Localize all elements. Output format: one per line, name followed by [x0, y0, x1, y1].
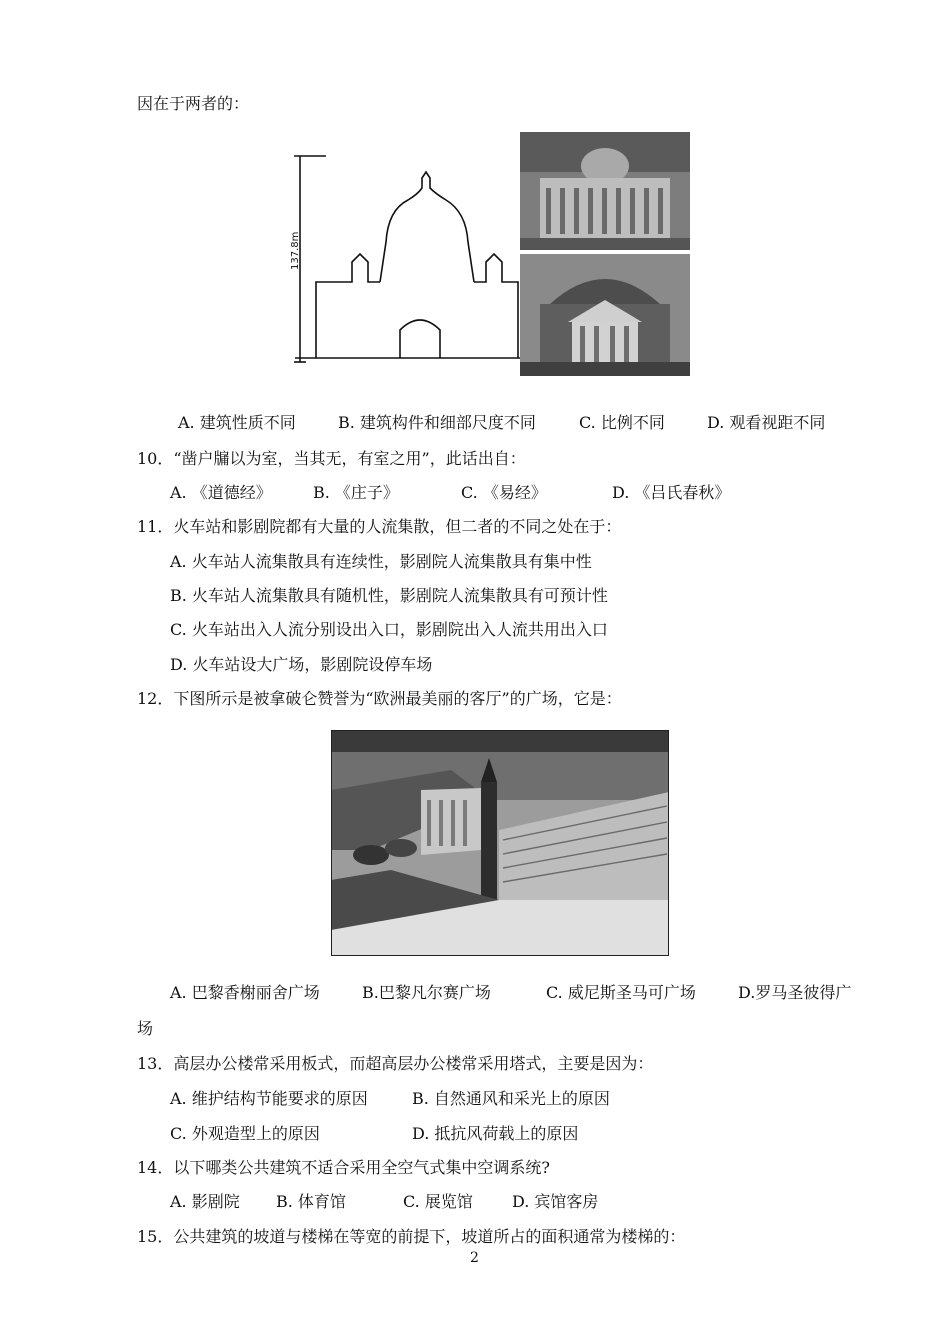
q14-option-a: A. 影剧院	[170, 1192, 240, 1211]
q9-option-a: A. 建筑性质不同	[178, 413, 296, 432]
q12-option-d: D.罗马圣彼得广	[738, 983, 852, 1002]
q12-option-c: C. 威尼斯圣马可广场	[546, 983, 696, 1002]
figure-building-comparison	[290, 132, 692, 378]
q14-stem: 14．以下哪类公共建筑不适合采用全空气式集中空调系统?	[137, 1158, 550, 1177]
q12-option-d-wrap: 场	[137, 1019, 154, 1038]
q10-option-a: A. 《道德经》	[170, 483, 272, 502]
q13-option-b: B. 自然通风和采光上的原因	[412, 1089, 610, 1108]
elevation-sketch	[294, 156, 520, 362]
q12-option-b: B.巴黎凡尔赛广场	[362, 983, 491, 1002]
q10-stem: 10．“凿户牖以为室，当其无，有室之用”，此话出自：	[137, 449, 526, 468]
q11-stem: 11．火车站和影剧院都有大量的人流集散，但二者的不同之处在于：	[137, 517, 622, 536]
q9-option-b: B. 建筑构件和细部尺度不同	[338, 413, 536, 432]
figure-aerial-square	[331, 730, 669, 956]
q12-stem: 12．下图所示是被拿破仑赞誉为“欧洲最美丽的客厅”的广场，它是：	[137, 689, 622, 708]
q12-option-a: A. 巴黎香榭丽舍广场	[170, 983, 320, 1002]
q11-option-a: A. 火车站人流集散具有连续性，影剧院人流集散具有集中性	[170, 552, 592, 571]
q11-option-d: D. 火车站设大广场，影剧院设停车场	[170, 655, 433, 674]
q13-option-c: C. 外观造型上的原因	[170, 1124, 320, 1143]
q15-stem: 15．公共建筑的坡道与楼梯在等宽的前提下，坡道所占的面积通常为楼梯的：	[137, 1227, 686, 1246]
q11-option-b: B. 火车站人流集散具有随机性，影剧院人流集散具有可预计性	[170, 586, 608, 605]
q13-option-a: A. 维护结构节能要求的原因	[170, 1089, 368, 1108]
q9-option-d: D. 观看视距不同	[707, 413, 826, 432]
intro-text: 因在于两者的：	[137, 94, 250, 113]
dimension-label: 137.8m	[290, 231, 301, 270]
q10-option-d: D. 《吕氏春秋》	[612, 483, 731, 502]
q9-option-c: C. 比例不同	[579, 413, 665, 432]
q10-option-b: B. 《庄子》	[313, 483, 399, 502]
photo-domed-theatre	[520, 254, 690, 376]
photo-st-peters	[520, 132, 690, 250]
q13-option-d: D. 抵抗风荷载上的原因	[412, 1124, 579, 1143]
q13-stem: 13．高层办公楼常采用板式，而超高层办公楼常采用塔式，主要是因为：	[137, 1054, 654, 1073]
q11-option-c: C. 火车站出入人流分别设出入口，影剧院出入人流共用出入口	[170, 620, 608, 639]
q14-option-b: B. 体育馆	[276, 1192, 346, 1211]
q14-option-d: D. 宾馆客房	[512, 1192, 599, 1211]
q10-option-c: C. 《易经》	[461, 483, 547, 502]
page-number: 2	[470, 1250, 479, 1266]
q14-option-c: C. 展览馆	[403, 1192, 473, 1211]
